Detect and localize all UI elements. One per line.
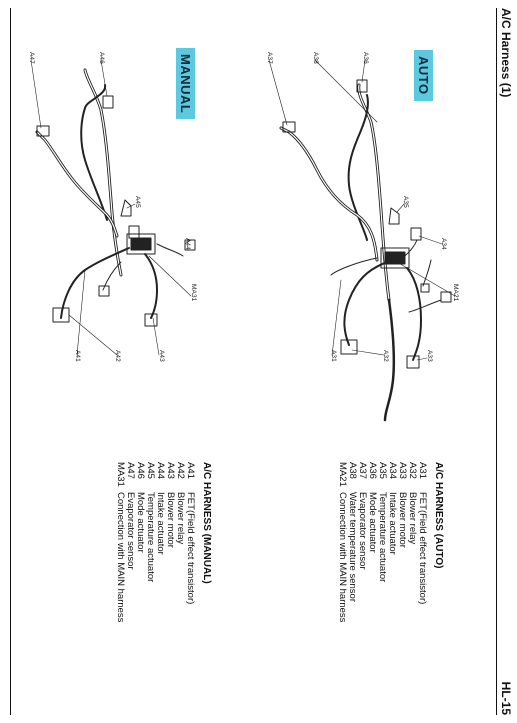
legend-desc: Intake actuator	[387, 492, 398, 555]
legend-code: A31	[417, 462, 428, 479]
legend-row	[407, 462, 417, 622]
auto-badge: AUTO	[414, 50, 433, 101]
legend-desc: Intake actuator	[155, 492, 166, 555]
legend-auto	[337, 462, 443, 622]
legend-desc: Connection with MAIN harness	[115, 492, 126, 623]
legend-code: A46	[135, 462, 146, 479]
legend-code: A44	[155, 462, 166, 479]
label-a36: A36	[362, 52, 369, 64]
legend-code: A32	[407, 462, 418, 479]
page-title: A/C Harness (1)	[499, 8, 513, 98]
label-a34: A34	[440, 238, 447, 250]
legend-manual-title: A/C HARNESS (MANUAL)	[201, 462, 212, 584]
legend-code: A45	[145, 462, 156, 479]
label-ma21: MA21	[452, 284, 459, 302]
legend-auto-title: A/C HARNESS (AUTO)	[433, 462, 444, 569]
legend-row	[175, 462, 185, 622]
legend-code: A33	[397, 462, 408, 479]
legend-row	[135, 462, 145, 622]
legend-row	[155, 462, 165, 622]
label-a41: A41	[74, 350, 81, 362]
label-a45: A45	[134, 196, 141, 208]
label-a47: A47	[28, 52, 35, 64]
legend-row	[367, 462, 377, 622]
label-a32: A32	[382, 350, 389, 362]
manual-harness-drawing	[37, 70, 195, 326]
legend-row	[417, 462, 427, 622]
legend-desc: Evaporator sensor	[125, 492, 136, 570]
legend-code: A41	[185, 462, 196, 479]
legend-row	[185, 462, 195, 622]
legend-code: A42	[175, 462, 186, 479]
manual-badge: MANUAL	[176, 48, 195, 119]
legend-desc: Temperature actuator	[377, 492, 388, 583]
legend-row	[347, 462, 357, 622]
legend-desc: Blower motor	[397, 492, 408, 548]
label-a31: A31	[330, 350, 337, 362]
legend-desc: FET(Field effect transistor)	[185, 492, 196, 605]
legend-desc: Water temperature sensor	[347, 492, 358, 602]
legend-manual	[115, 462, 211, 622]
legend-code: A38	[347, 462, 358, 479]
legend-code: A37	[357, 462, 368, 479]
legend-code: A43	[165, 462, 176, 479]
legend-desc: Blower relay	[175, 492, 186, 545]
legend-code: A35	[377, 462, 388, 479]
label-ma31: MA31	[190, 284, 197, 302]
legend-code: A36	[367, 462, 378, 479]
legend-code: MA21	[337, 462, 348, 487]
page-number: HL-15	[499, 681, 513, 715]
legend-code: A47	[125, 462, 136, 479]
legend-row	[397, 462, 407, 622]
legend-row	[337, 462, 347, 622]
legend-desc: Blower motor	[165, 492, 176, 548]
legend-desc: Mode actuator	[135, 492, 146, 553]
legend-desc: Temperature actuator	[145, 492, 156, 583]
legend-code: MA31	[115, 462, 126, 487]
legend-desc: Mode actuator	[367, 492, 378, 553]
legend-row	[357, 462, 367, 622]
label-a42: A42	[114, 350, 121, 362]
legend-desc: Blower relay	[407, 492, 418, 545]
legend-row	[377, 462, 387, 622]
legend-row	[125, 462, 135, 622]
legend-desc: Connection with MAIN harness	[337, 492, 348, 623]
label-a44: A44	[184, 238, 191, 250]
label-a46: A46	[98, 52, 105, 64]
legend-desc: Evaporator sensor	[357, 492, 368, 570]
legend-desc: FET(Field effect transistor)	[417, 492, 428, 605]
label-a38: A38	[312, 52, 319, 64]
label-a33: A33	[426, 350, 433, 362]
label-a43: A43	[158, 350, 165, 362]
legend-row	[165, 462, 175, 622]
legend-row	[115, 462, 125, 622]
legend-code: A34	[387, 462, 398, 479]
label-a35: A35	[402, 196, 409, 208]
auto-harness-drawing	[281, 80, 451, 420]
legend-row	[145, 462, 155, 622]
label-a37: A37	[266, 52, 273, 64]
auto-leaders	[269, 60, 455, 360]
legend-row	[387, 462, 397, 622]
